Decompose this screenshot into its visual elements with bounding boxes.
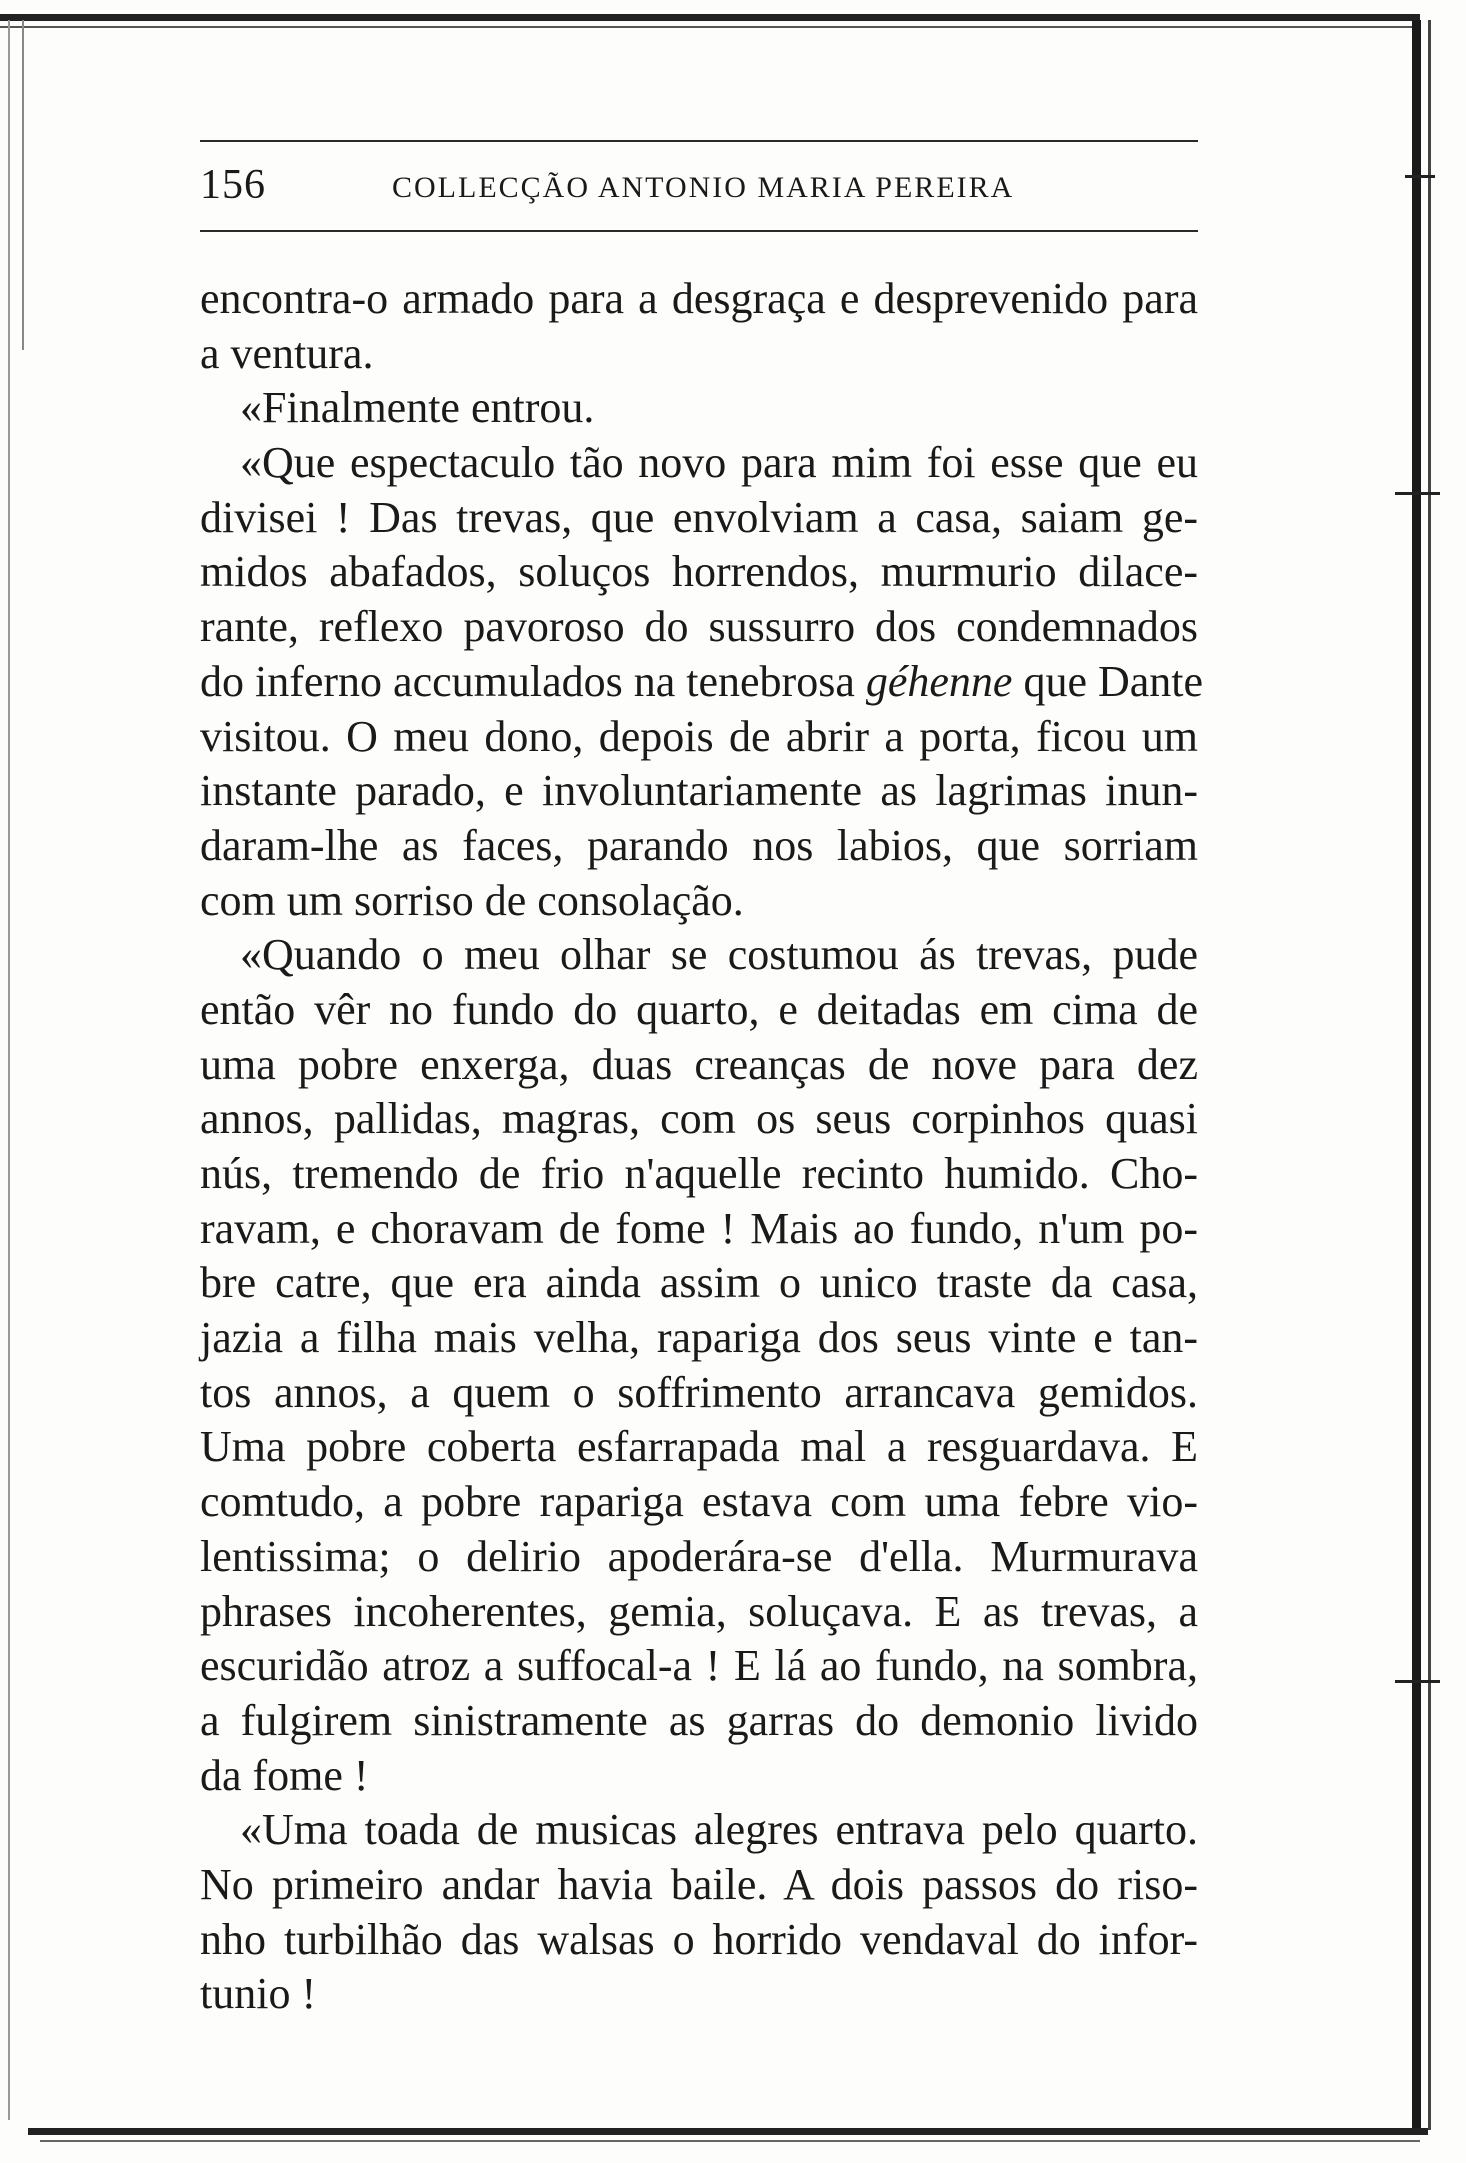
running-head: COLLECÇÃO ANTONIO MARIA PEREIRA	[392, 171, 1015, 204]
text-line: da fome !	[200, 1750, 369, 1800]
text-line: tunio !	[200, 1969, 317, 2019]
text-line: No primeiro andar havia baile. A dois passos do riso-	[200, 1859, 1198, 1909]
header-rule-top	[200, 140, 1198, 142]
scan-border-top	[0, 14, 1420, 21]
text-line: nús, tremendo de frio n'aquelle recinto humido. Cho-	[200, 1149, 1198, 1198]
scan-border-bottom-thin	[40, 2140, 1420, 2142]
text-line: rante, reflexo pavoroso do sussurro dos condemnados	[200, 602, 1198, 652]
text-line: divisei ! Das trevas, que envolviam a casa, saiam ge-	[200, 492, 1198, 542]
header-rule-bottom	[200, 230, 1198, 232]
scan-border-right	[1412, 20, 1421, 2130]
text-line: escuridão atroz a suffocal-a ! E lá ao fundo, na sombra,	[200, 1641, 1198, 1691]
body-text	[200, 272, 1204, 2022]
text-line: visitou. O meu dono, depois de abrir a porta, ficou um	[200, 711, 1198, 761]
page-number: 156	[200, 162, 266, 208]
text-line: a fulgirem sinistramente as garras do demonio livido	[200, 1695, 1198, 1745]
text-line: instante parado, e involuntariamente as lagrimas inun-	[200, 766, 1198, 816]
text-line: uma pobre enxerga, duas creanças de nove para dez	[200, 1039, 1198, 1089]
scan-border-left-inner	[22, 20, 24, 350]
text-line: então vêr no fundo do quarto, e deitadas em cima de	[200, 984, 1198, 1034]
text-line: tos annos, a quem o soffrimento arrancava gemidos.	[200, 1367, 1198, 1417]
text-line: com um sorriso de consolação.	[200, 875, 744, 925]
scan-mark	[1395, 1680, 1440, 1683]
text-line: comtudo, a pobre rapariga estava com uma febre vio-	[200, 1477, 1198, 1527]
text-line: midos abafados, soluços horrendos, murmurio dilace-	[200, 547, 1198, 597]
scan-border-left	[8, 20, 10, 2120]
scan-border-top-thin	[0, 26, 1420, 28]
scan-border-right-edge	[1428, 20, 1431, 2130]
text-line: annos, pallidas, magras, com os seus corpinhos quasi	[200, 1094, 1198, 1144]
text-line: daram-lhe as faces, parando nos labios, que sorriam	[200, 820, 1198, 870]
text-line: jazia a filha mais velha, rapariga dos seus vinte e tan-	[200, 1313, 1198, 1363]
scan-border-bottom	[28, 2128, 1428, 2135]
text-line: do inferno accumulados na tenebrosa géhenne que Dante	[200, 656, 1204, 706]
text-line: «Quando o meu olhar se costumou ás trevas, pude	[240, 930, 1198, 980]
text-line: «Uma toada de musicas alegres entrava pelo quarto.	[240, 1805, 1198, 1855]
text-line: phrases incoherentes, gemia, soluçava. E as trevas, a	[200, 1586, 1198, 1636]
scan-mark	[1395, 492, 1440, 495]
text-line: «Finalmente entrou.	[240, 383, 595, 433]
text-line: bre catre, que era ainda assim o unico traste da casa,	[200, 1258, 1198, 1308]
text-line: lentissima; o delirio apoderára-se d'ella. Murmurava	[200, 1531, 1198, 1581]
text-line: «Que espectaculo tão novo para mim foi esse que eu	[240, 438, 1198, 488]
text-line: nho turbilhão das walsas o horrido vendaval do infor-	[200, 1914, 1198, 1964]
text-line: ravam, e choravam de fome ! Mais ao fundo, n'um po-	[200, 1203, 1198, 1253]
text-line: encontra-o armado para a desgraça e desprevenido para	[200, 274, 1198, 323]
text-line: a ventura.	[200, 328, 374, 378]
text-line: Uma pobre coberta esfarrapada mal a resguardava. E	[200, 1422, 1198, 1472]
scan-mark	[1405, 175, 1435, 178]
